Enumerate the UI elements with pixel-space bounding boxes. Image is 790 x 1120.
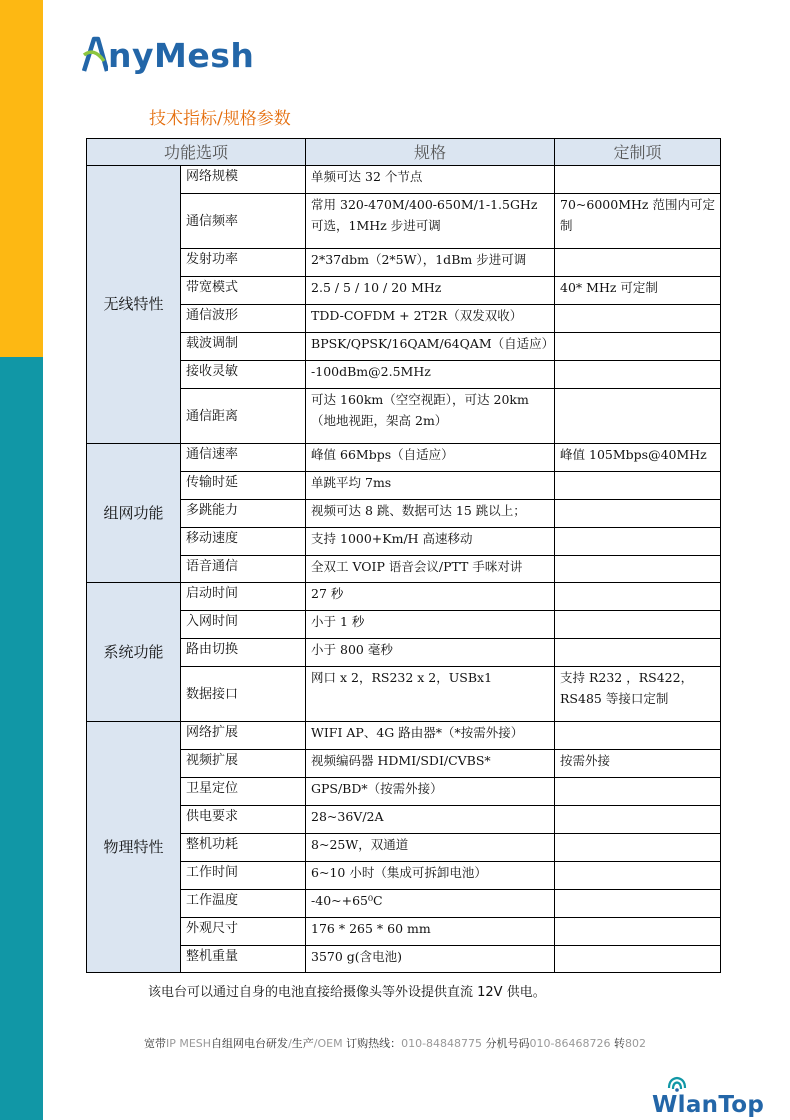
side-strip-teal: [0, 357, 43, 1120]
table-row: [87, 249, 721, 277]
feature-cell: 工作温度: [181, 890, 306, 918]
spec-cell: TDD-COFDM + 2T2R（双发双收）: [306, 305, 555, 333]
wlantop-logo-text: WlanTop: [652, 1092, 765, 1118]
category-cell: 物理特性: [87, 722, 181, 973]
spec-cell: 常用 320-470M/400-650M/1-1.5GHz 可选，1MHz 步进可调: [306, 194, 555, 249]
feature-cell: 工作时间: [181, 862, 306, 890]
custom-cell: [555, 834, 721, 862]
feature-cell: 视频扩展: [181, 750, 306, 778]
contact-part: 宽带: [143, 1037, 166, 1050]
feature-cell: 整机重量: [181, 946, 306, 973]
table-row: [87, 333, 721, 361]
contact-part: IP MESH: [165, 1037, 212, 1050]
feature-cell: 移动速度: [181, 528, 306, 556]
spec-cell: BPSK/QPSK/16QAM/64QAM（自适应）: [306, 333, 555, 361]
spec-cell: 可达 160km（空空视距），可达 20km（地地视距，架高 2m）: [306, 389, 555, 444]
feature-cell: 启动时间: [181, 583, 306, 611]
header-custom: 定制项: [555, 139, 721, 166]
spec-cell: -100dBm@2.5MHz: [306, 361, 555, 389]
table-row: [87, 862, 721, 890]
header-spec: 规格: [306, 139, 555, 166]
feature-cell: 通信频率: [181, 194, 306, 249]
feature-cell: 网络扩展: [181, 722, 306, 750]
table-row: [87, 361, 721, 389]
feature-cell: 多跳能力: [181, 500, 306, 528]
table-row: [87, 722, 721, 750]
custom-cell: [555, 249, 721, 277]
custom-cell: [555, 611, 721, 639]
feature-cell: 卫星定位: [181, 778, 306, 806]
wlantop-logo: [652, 1074, 765, 1120]
spec-cell: 6~10 小时（集成可拆卸电池）: [306, 862, 555, 890]
custom-cell: [555, 890, 721, 918]
spec-table: [86, 138, 721, 973]
table-header-row: [87, 139, 721, 166]
feature-cell: 入网时间: [181, 611, 306, 639]
custom-cell: 峰值 105Mbps@40MHz: [555, 444, 721, 472]
feature-cell: 发射功率: [181, 249, 306, 277]
custom-cell: [555, 946, 721, 973]
feature-cell: 语音通信: [181, 556, 306, 583]
logo-a-mark-icon: [82, 35, 108, 75]
contact-part: 分机号码: [485, 1037, 530, 1050]
table-row: [87, 834, 721, 862]
table-body: [87, 166, 721, 973]
spec-cell: 单跳平均 7ms: [306, 472, 555, 500]
custom-cell: [555, 472, 721, 500]
custom-cell: 支持 R232 ，RS422，RS485 等接口定制: [555, 667, 721, 722]
table-row: [87, 472, 721, 500]
feature-cell: 整机功耗: [181, 834, 306, 862]
logo-text: nyMesh: [108, 35, 255, 75]
feature-cell: 路由切换: [181, 639, 306, 667]
spec-cell: 支持 1000+Km/H 高速移动: [306, 528, 555, 556]
footnote: 该电台可以通过自身的电池直接给摄像头等外设提供直流 12V 供电。: [148, 985, 546, 1000]
spec-cell: 视频编码器 HDMI/SDI/CVBS*: [306, 750, 555, 778]
contact-part: 010-84848775: [401, 1037, 483, 1050]
table-row: [87, 166, 721, 194]
spec-cell: 27 秒: [306, 583, 555, 611]
section-title: 技术指标/规格参数: [149, 109, 291, 129]
table-row: [87, 639, 721, 667]
contact-part: 转: [614, 1037, 625, 1050]
spec-cell: 全双工 VOIP 语音会议/PTT 手咪对讲: [306, 556, 555, 583]
feature-cell: 网络规模: [181, 166, 306, 194]
spec-cell: 视频可达 8 跳、数据可达 15 跳以上；: [306, 500, 555, 528]
custom-cell: [555, 528, 721, 556]
custom-cell: [555, 333, 721, 361]
feature-cell: 接收灵敏: [181, 361, 306, 389]
spec-cell: WIFI AP、4G 路由器*（*按需外接）: [306, 722, 555, 750]
spec-cell: 2*37dbm（2*5W），1dBm 步进可调: [306, 249, 555, 277]
table-row: [87, 444, 721, 472]
table-row: [87, 667, 721, 722]
table-row: [87, 305, 721, 333]
table-row: [87, 389, 721, 444]
contact-part: /: [288, 1037, 292, 1050]
custom-cell: [555, 639, 721, 667]
table-row: [87, 583, 721, 611]
contact-part: /OEM: [313, 1037, 343, 1050]
feature-cell: 带宽模式: [181, 277, 306, 305]
feature-cell: 通信速率: [181, 444, 306, 472]
spec-cell: GPS/BD*（按需外接）: [306, 778, 555, 806]
table-row: [87, 890, 721, 918]
custom-cell: [555, 918, 721, 946]
feature-cell: 通信距离: [181, 389, 306, 444]
custom-cell: [555, 389, 721, 444]
feature-cell: 传输时延: [181, 472, 306, 500]
spec-cell: 28~36V/2A: [306, 806, 555, 834]
spec-cell: 176 * 265 * 60 mm: [306, 918, 555, 946]
category-cell: 系统功能: [87, 583, 181, 722]
spec-cell: 小于 1 秒: [306, 611, 555, 639]
spec-cell: 3570 g(含电池): [306, 946, 555, 973]
contact-part: 生产: [291, 1037, 314, 1050]
contact-part: 订购热线：: [346, 1037, 402, 1050]
table-row: [87, 806, 721, 834]
spec-cell: 网口 x 2，RS232 x 2，USBx1: [306, 667, 555, 722]
spec-cell: 2.5 / 5 / 10 / 20 MHz: [306, 277, 555, 305]
spec-cell: 单频可达 32 个节点: [306, 166, 555, 194]
table-row: [87, 528, 721, 556]
feature-cell: 数据接口: [181, 667, 306, 722]
contact-part: 自组网电台研发: [211, 1037, 289, 1050]
category-cell: 组网功能: [87, 444, 181, 583]
table-row: [87, 778, 721, 806]
table-row: [87, 194, 721, 249]
feature-cell: 供电要求: [181, 806, 306, 834]
table-row: [87, 750, 721, 778]
category-cell: 无线特性: [87, 166, 181, 444]
spec-cell: 小于 800 毫秒: [306, 639, 555, 667]
feature-cell: 外观尺寸: [181, 918, 306, 946]
table-row: [87, 500, 721, 528]
custom-cell: [555, 500, 721, 528]
custom-cell: [555, 722, 721, 750]
feature-cell: 通信波形: [181, 305, 306, 333]
feature-cell: 载波调制: [181, 333, 306, 361]
custom-cell: [555, 583, 721, 611]
custom-cell: 40* MHz 可定制: [555, 277, 721, 305]
table-row: [87, 946, 721, 973]
wifi-signal-icon: [666, 1074, 688, 1094]
contact-part: 010-86468726: [529, 1037, 611, 1050]
custom-cell: [555, 778, 721, 806]
table-row: [87, 277, 721, 305]
table-row: [87, 918, 721, 946]
custom-cell: [555, 862, 721, 890]
contact-line: [0, 1035, 790, 1051]
spec-cell: 峰值 66Mbps（自适应）: [306, 444, 555, 472]
spec-cell: -40~+65⁰C: [306, 890, 555, 918]
custom-cell: [555, 806, 721, 834]
table-row: [87, 556, 721, 583]
custom-cell: [555, 556, 721, 583]
header-feature: 功能选项: [87, 139, 306, 166]
anymesh-logo: [82, 34, 254, 76]
contact-part: 802: [625, 1037, 646, 1050]
custom-cell: 70~6000MHz 范围内可定制: [555, 194, 721, 249]
table-row: [87, 611, 721, 639]
custom-cell: [555, 361, 721, 389]
side-strip-orange: [0, 0, 43, 357]
spec-cell: 8~25W，双通道: [306, 834, 555, 862]
custom-cell: 按需外接: [555, 750, 721, 778]
custom-cell: [555, 166, 721, 194]
custom-cell: [555, 305, 721, 333]
